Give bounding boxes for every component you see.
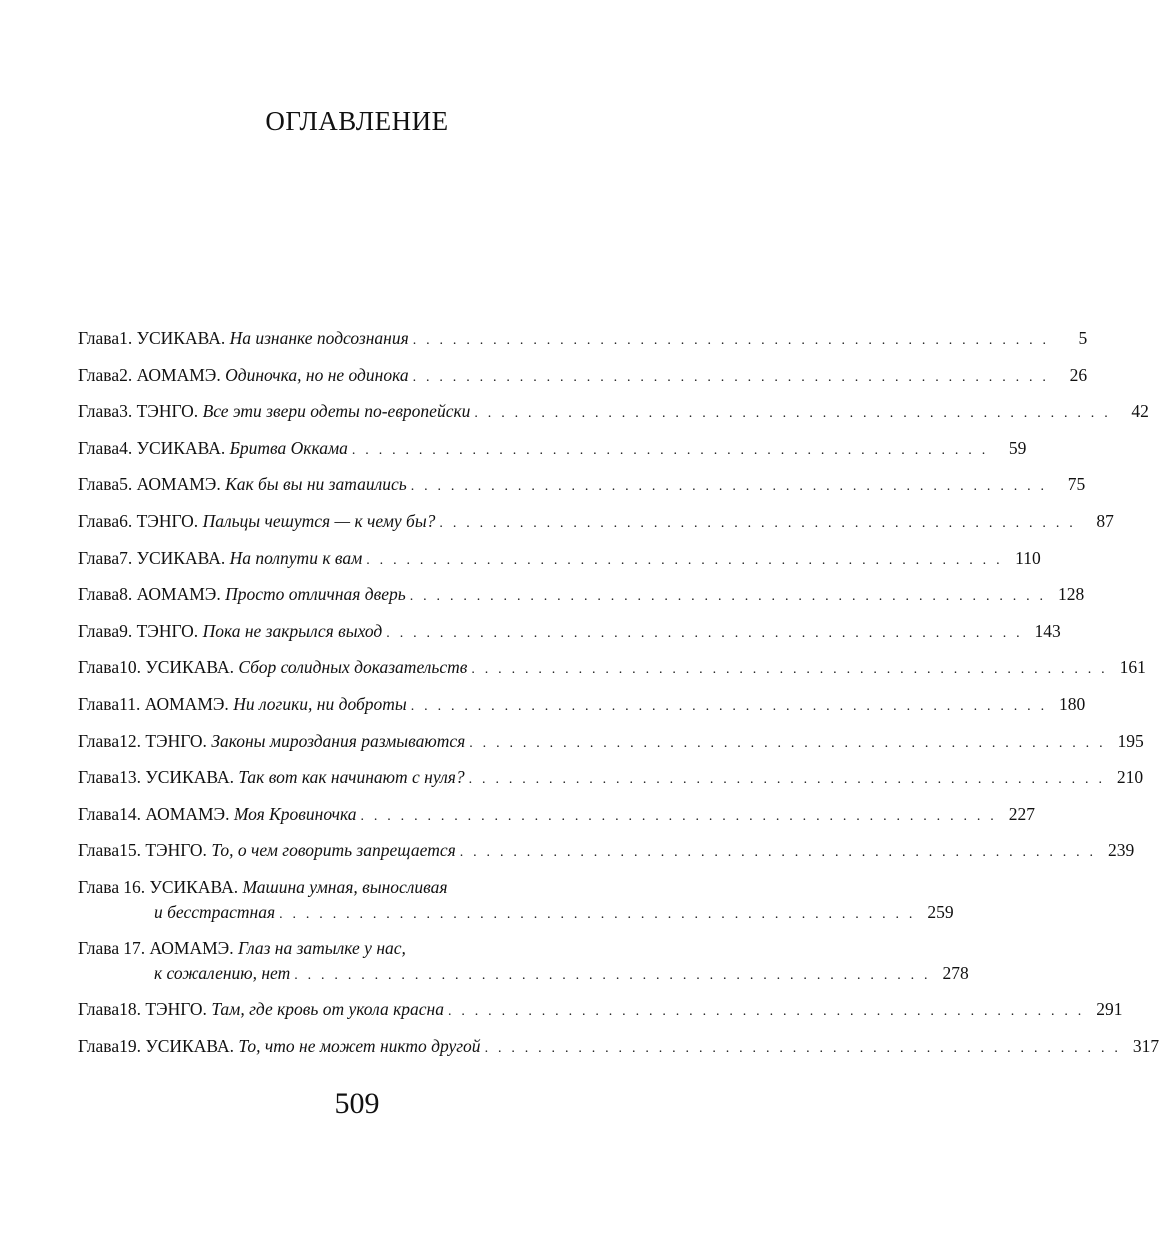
chapter-label: Глава bbox=[78, 876, 120, 897]
chapter-label: Глава bbox=[78, 620, 120, 641]
toc-entry-line bbox=[78, 436, 1027, 473]
chapter-number: 8. bbox=[119, 584, 133, 605]
toc-entry-line bbox=[78, 509, 1114, 546]
chapter-number: 10. bbox=[119, 657, 141, 678]
chapter-page: 278 bbox=[942, 962, 969, 983]
toc-entry-line bbox=[78, 399, 1149, 436]
chapter-label: Глава bbox=[78, 364, 120, 385]
chapter-label: Глава bbox=[78, 328, 120, 348]
chapter-narrator: УСИКАВА. bbox=[149, 876, 239, 897]
chapter-narrator: АОМАМЭ. bbox=[149, 937, 234, 958]
chapter-title: Сбор солидных доказательств bbox=[238, 657, 468, 678]
toc-entry-line bbox=[78, 900, 954, 936]
toc-entry bbox=[78, 655, 1146, 692]
toc-entry-line bbox=[78, 582, 1085, 619]
chapter-number: 15. bbox=[119, 840, 141, 861]
chapter-label: Глава bbox=[78, 998, 120, 1019]
chapter-narrator: ТЭНГО. bbox=[145, 840, 207, 861]
chapter-page: 128 bbox=[1058, 584, 1085, 605]
chapter-label: Глава bbox=[78, 657, 120, 678]
toc-entry-line bbox=[78, 729, 1144, 766]
chapter-number: 17. bbox=[123, 937, 146, 958]
chapter-number: 6. bbox=[119, 510, 133, 531]
toc-entry bbox=[78, 509, 1114, 546]
dot-leader: . . . . . . . . . . . . . . . . . . . . . . . . . . . . . . . . . . . . . . . . . . . . . . . . bbox=[484, 1040, 1122, 1056]
dot-leader: . . . . . . . . . . . . . . . . . . . . . . . . . . . . . . . . . . . . . . . . . . . . . . . . bbox=[360, 808, 997, 824]
toc-entry bbox=[78, 729, 1144, 766]
chapter-label: Глава bbox=[78, 401, 120, 422]
chapter-title: Ни логики, ни доброты bbox=[233, 693, 407, 714]
chapter-number: 12. bbox=[119, 730, 141, 751]
chapter-narrator: АОМАМЭ. bbox=[136, 584, 221, 605]
toc-entry-line bbox=[78, 472, 1086, 509]
toc-entry bbox=[78, 765, 1144, 802]
dot-leader: . . . . . . . . . . . . . . . . . . . . . . . . . . . . . . . . . . . . . . . . . . . . . . . . bbox=[366, 552, 1003, 568]
dot-leader: . . . . . . . . . . . . . . . . . . . . . . . . . . . . . . . . . . . . . . . . . . . . . . . . bbox=[439, 515, 1076, 531]
chapter-number: 14. bbox=[119, 803, 141, 824]
dot-leader: . . . . . . . . . . . . . . . . . . . . . . . . . . . . . . . . . . . . . . . . . . . . . . . . bbox=[447, 1003, 1085, 1019]
chapter-page: 180 bbox=[1059, 693, 1086, 714]
chapter-label: Глава bbox=[78, 474, 120, 495]
toc-entry bbox=[78, 472, 1086, 509]
chapter-narrator: ТЭНГО. bbox=[145, 998, 207, 1019]
toc-entry-line bbox=[78, 802, 1035, 839]
chapter-label: Глава bbox=[78, 803, 120, 824]
chapter-label: Глава bbox=[78, 767, 120, 788]
toc-entry-line bbox=[78, 363, 1088, 400]
chapter-title: Так вот как начинают с нуля? bbox=[238, 767, 465, 788]
chapter-number: 11. bbox=[119, 693, 141, 714]
table-of-contents bbox=[78, 326, 1159, 1070]
chapter-narrator: УСИКАВА. bbox=[145, 1035, 234, 1056]
dot-leader: . . . . . . . . . . . . . . . . . . . . . . . . . . . . . . . . . . . . . . . . . . . . . . . . bbox=[386, 625, 1023, 641]
chapter-title: Бритва Оккама bbox=[229, 437, 348, 458]
toc-entry bbox=[78, 326, 1088, 363]
chapter-number: 2. bbox=[119, 364, 133, 385]
dot-leader: . . . . . . . . . . . . . . . . . . . . . . . . . . . . . . . . . . . . . . . . . . . . . . . . bbox=[410, 698, 1048, 714]
dot-leader: . . . . . . . . . . . . . . . . . . . . . . . . . . . . . . . . . . . . . . . . . . . . . . . . bbox=[459, 845, 1097, 861]
chapter-label: Глава bbox=[78, 1035, 120, 1056]
chapter-page: 143 bbox=[1034, 620, 1061, 641]
chapter-narrator: УСИКАВА. bbox=[145, 767, 234, 788]
toc-entry bbox=[78, 692, 1086, 729]
toc-entry bbox=[78, 802, 1035, 839]
chapter-title: Одиночка, но не одинока bbox=[225, 364, 409, 385]
chapter-narrator: АОМАМЭ. bbox=[144, 693, 229, 714]
chapter-page: 195 bbox=[1117, 730, 1144, 751]
chapter-narrator: УСИКАВА. bbox=[136, 328, 226, 348]
chapter-narrator: ТЭНГО. bbox=[136, 510, 199, 531]
toc-entry bbox=[78, 936, 969, 997]
toc-entry-line bbox=[78, 997, 1123, 1034]
chapter-narrator: АОМАМЭ. bbox=[136, 474, 221, 495]
chapter-title: Пока не закрылся выход bbox=[202, 620, 383, 641]
chapter-narrator: ТЭНГО. bbox=[145, 730, 207, 751]
toc-entry bbox=[78, 619, 1061, 656]
dot-leader: . . . . . . . . . . . . . . . . . . . . . . . . . . . . . . . . . . . . . . . . . . . . . . . . bbox=[279, 906, 916, 922]
toc-entry-line bbox=[78, 961, 969, 997]
dot-leader: . . . . . . . . . . . . . . . . . . . . . . . . . . . . . . . . . . . . . . . . . . . . . . . . bbox=[294, 967, 931, 983]
chapter-page: 161 bbox=[1119, 657, 1146, 678]
chapter-label: Глава bbox=[78, 840, 120, 861]
dot-leader: . . . . . . . . . . . . . . . . . . . . . . . . . . . . . . . . . . . . . . . . . . . . . . . . bbox=[469, 735, 1106, 751]
chapter-number: 1. bbox=[119, 328, 133, 348]
chapter-title: Все эти звери одеты по-европейски bbox=[202, 401, 471, 422]
chapter-title: То, о чем говорить запрещается bbox=[211, 840, 456, 861]
chapter-narrator: АОМАМЭ. bbox=[136, 364, 221, 385]
chapter-narrator: АОМАМЭ. bbox=[145, 803, 230, 824]
toc-entry bbox=[78, 399, 1149, 436]
chapter-label: Глава bbox=[78, 547, 120, 568]
chapter-label: Глава bbox=[78, 510, 120, 531]
chapter-label: Глава bbox=[78, 730, 120, 751]
chapter-label: Глава bbox=[78, 937, 120, 958]
chapter-narrator: УСИКАВА. bbox=[136, 547, 226, 568]
toc-entry-line bbox=[78, 765, 1144, 802]
toc-entry-line bbox=[78, 546, 1041, 583]
chapter-title: Там, где кровь от укола красна bbox=[211, 998, 444, 1019]
chapter-page: 75 bbox=[1067, 474, 1086, 495]
chapter-number: 7. bbox=[119, 547, 133, 568]
chapter-title: Пальцы чешутся — к чему бы? bbox=[202, 510, 436, 531]
chapter-page: 26 bbox=[1069, 364, 1088, 385]
dot-leader: . . . . . . . . . . . . . . . . . . . . . . . . . . . . . . . . . . . . . . . . . . . . . . . . bbox=[471, 662, 1108, 678]
chapter-page: 239 bbox=[1108, 840, 1135, 861]
chapter-title: То, что не может никто другой bbox=[238, 1035, 481, 1056]
toc-entry bbox=[78, 436, 1027, 473]
toc-entry bbox=[78, 363, 1088, 400]
toc-entry bbox=[78, 1034, 1159, 1071]
chapter-title: Законы мироздания размываются bbox=[211, 730, 466, 751]
chapter-page: 317 bbox=[1132, 1035, 1159, 1056]
page-title: ОГЛАВЛЕНИЕ bbox=[265, 106, 449, 136]
dot-leader: . . . . . . . . . . . . . . . . . . . . . . . . . . . . . . . . . . . . . . . . . . . . . . . . bbox=[412, 369, 1050, 385]
toc-entry bbox=[78, 997, 1123, 1034]
toc-entry-line bbox=[78, 1034, 1159, 1071]
toc-entry-line bbox=[78, 936, 638, 961]
toc-entry-line bbox=[78, 619, 1061, 656]
chapter-title: Глаз на затылке у нас, bbox=[237, 937, 406, 958]
toc-entry bbox=[78, 546, 1041, 583]
chapter-page: 210 bbox=[1116, 767, 1144, 788]
chapter-number: 16. bbox=[123, 876, 146, 897]
chapter-page: 227 bbox=[1008, 803, 1035, 824]
chapter-narrator: УСИКАВА. bbox=[136, 437, 226, 458]
toc-entry-line bbox=[78, 838, 1135, 875]
toc-entry-line bbox=[78, 692, 1086, 729]
chapter-label: Глава bbox=[78, 693, 120, 714]
chapter-number: 19. bbox=[119, 1035, 141, 1056]
chapter-page: 42 bbox=[1131, 401, 1149, 422]
chapter-number: 3. bbox=[119, 401, 133, 422]
chapter-title: Как бы вы ни затаились bbox=[225, 474, 407, 495]
chapter-page: 87 bbox=[1096, 510, 1114, 531]
chapter-title-continued: к сожалению, нет bbox=[154, 962, 291, 983]
dot-leader: . . . . . . . . . . . . . . . . . . . . . . . . . . . . . . . . . . . . . . . . . . . . . . . . bbox=[474, 406, 1111, 422]
chapter-title-continued: и бесстрастная bbox=[154, 901, 276, 922]
chapter-label: Глава bbox=[78, 437, 120, 458]
chapter-title: Машина умная, выносливая bbox=[242, 876, 448, 897]
toc-entry-line bbox=[78, 655, 1146, 692]
chapter-number: 18. bbox=[119, 998, 141, 1019]
chapter-title: На полпути к вам bbox=[229, 547, 363, 568]
dot-leader: . . . . . . . . . . . . . . . . . . . . . . . . . . . . . . . . . . . . . . . . . . . . . . . . bbox=[410, 479, 1048, 495]
toc-entry-line bbox=[78, 875, 638, 900]
chapter-narrator: УСИКАВА. bbox=[145, 657, 234, 678]
chapter-number: 13. bbox=[119, 767, 141, 788]
dot-leader: . . . . . . . . . . . . . . . . . . . . . . . . . . . . . . . . . . . . . . . . . . . . . . . . bbox=[412, 333, 1050, 348]
toc-entry bbox=[78, 875, 954, 936]
chapter-page: 110 bbox=[1015, 547, 1041, 568]
chapter-narrator: ТЭНГО. bbox=[136, 620, 199, 641]
chapter-number: 9. bbox=[119, 620, 133, 641]
dot-leader: . . . . . . . . . . . . . . . . . . . . . . . . . . . . . . . . . . . . . . . . . . . . . . . . bbox=[351, 442, 989, 458]
chapter-number: 5. bbox=[119, 474, 133, 495]
toc-entry bbox=[78, 838, 1135, 875]
toc-entry-line bbox=[78, 326, 1088, 363]
chapter-title: На изнанке подсознания bbox=[229, 328, 409, 348]
chapter-title: Просто отличная дверь bbox=[225, 584, 406, 605]
chapter-page: 5 bbox=[1078, 328, 1088, 348]
chapter-page: 59 bbox=[1008, 437, 1027, 458]
chapter-page: 291 bbox=[1096, 998, 1123, 1019]
page-number: 509 bbox=[334, 1087, 380, 1120]
chapter-number: 4. bbox=[119, 437, 133, 458]
dot-leader: . . . . . . . . . . . . . . . . . . . . . . . . . . . . . . . . . . . . . . . . . . . . . . . . bbox=[409, 589, 1047, 605]
chapter-label: Глава bbox=[78, 584, 120, 605]
chapter-page: 259 bbox=[927, 901, 954, 922]
chapter-narrator: ТЭНГО. bbox=[136, 401, 199, 422]
toc-entry bbox=[78, 582, 1085, 619]
dot-leader: . . . . . . . . . . . . . . . . . . . . . . . . . . . . . . . . . . . . . . . . . . . . . . . . bbox=[468, 772, 1106, 788]
chapter-title: Моя Кровиночка bbox=[233, 803, 357, 824]
